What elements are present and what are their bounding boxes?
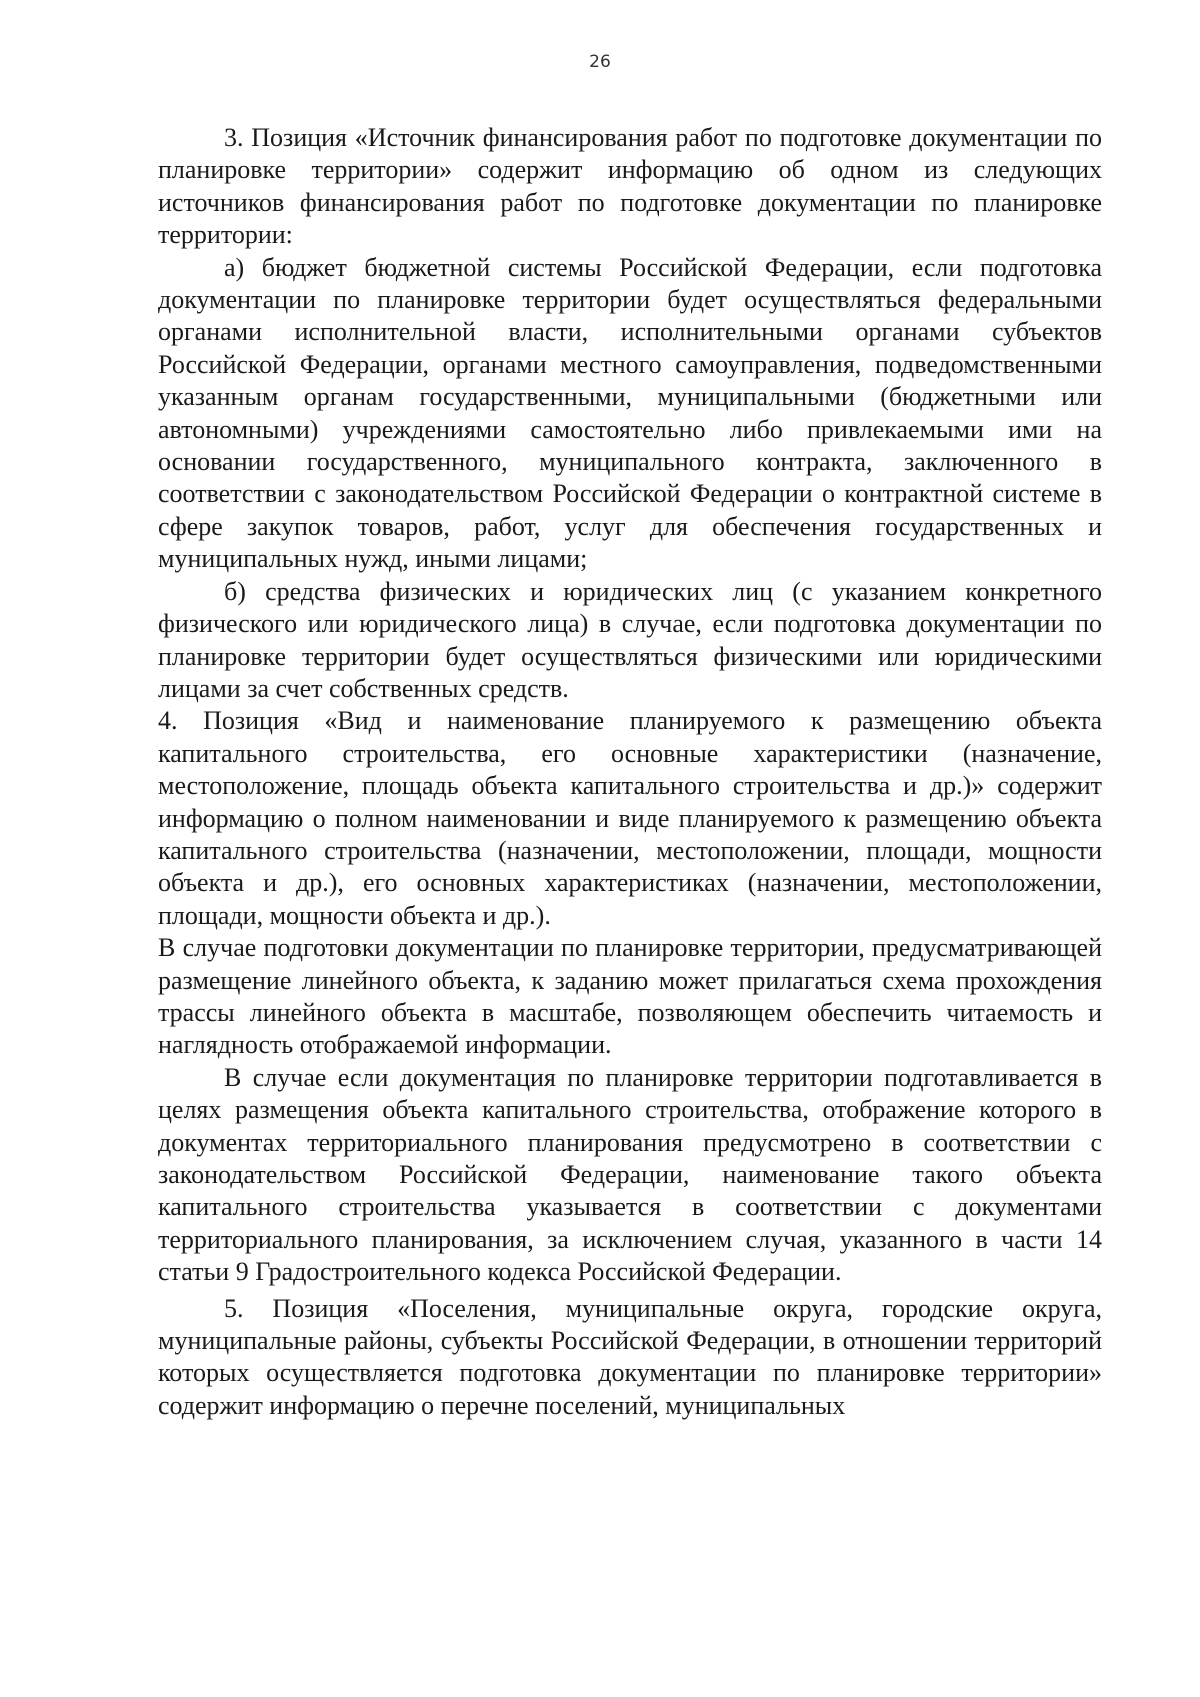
paragraph-item-4: 4. Позиция «Вид и наименование планируемого к размещению объекта капитального строительства, его основные характеристики (назначение, местоположение, площадь объекта капитального строительства и др.)» содержит информацию о полном наименовании и виде планируемого к размещению объекта капитального строительства (назначении, местоположении, площади, мощности объекта и др.), его основных характеристиках (назначении, местоположении, площади, мощности объекта и др.). — [158, 706, 1102, 930]
paragraph-item-3: 3. Позиция «Источник финансирования работ по подготовке документации по планировке территории» содержит информацию об одном из следующих источников финансирования работ по подготовке документации по планировке территории: — [158, 123, 1102, 250]
paragraph-linear-object: В случае подготовки документации по планировке территории, предусматривающей размещение линейного объекта, к заданию может прилагаться схема прохождения трассы линейного объекта в масштабе, позволяющем обеспечить читаемость и наглядность отображаемой информации. — [158, 933, 1102, 1060]
paragraph-item-5: 5. Позиция «Поселения, муниципальные округа, городские округа, муниципальные районы, субъекты Российской Федерации, в отношении территорий которых осуществляется подготовка документации по планировке территории» содержит информацию о перечне поселений, муниципальных — [158, 1293, 1102, 1420]
paragraph-subitem-b: б) средства физических и юридических лиц (с указанием конкретного физического или юридического лица) в случае, если подготовка документации по планировке территории будет осуществляться физическими или юридическими лицами за счет собственных средств. — [158, 576, 1102, 703]
paragraph-subitem-a: а) бюджет бюджетной системы Российской Федерации, если подготовка документации по планировке территории будет осуществляться федеральными органами исполнительной власти, исполнительными органами субъектов Российской Федерации, органами местного самоуправления, подведомственными указанным органам государственными, муниципальными (бюджетными или автономными) учреждениями самостоятельно либо привлекаемыми ими на основании государственного, муниципального контракта, заключенного в соответствии с законодательством Российской Федерации о контрактной системе в сфере закупок товаров, работ, услуг для обеспечения государственных и муниципальных нужд, иными лицами; — [158, 252, 1102, 574]
paragraph-territorial-planning: В случае если документация по планировке территории подготавливается в целях размещения объекта капитального строительства, отображение которого в документах территориального планирования предусмотрено в соответствии с законодательством Российской Федерации, наименование такого объекта капитального строительства указывается в соответствии с документами территориального планирования, за исключением случая, указанного в части 14 статьи 9 Градостроительного кодекса Российской Федерации. — [158, 1062, 1102, 1287]
page-number: 26 — [589, 52, 611, 72]
document-body — [158, 122, 1102, 1422]
